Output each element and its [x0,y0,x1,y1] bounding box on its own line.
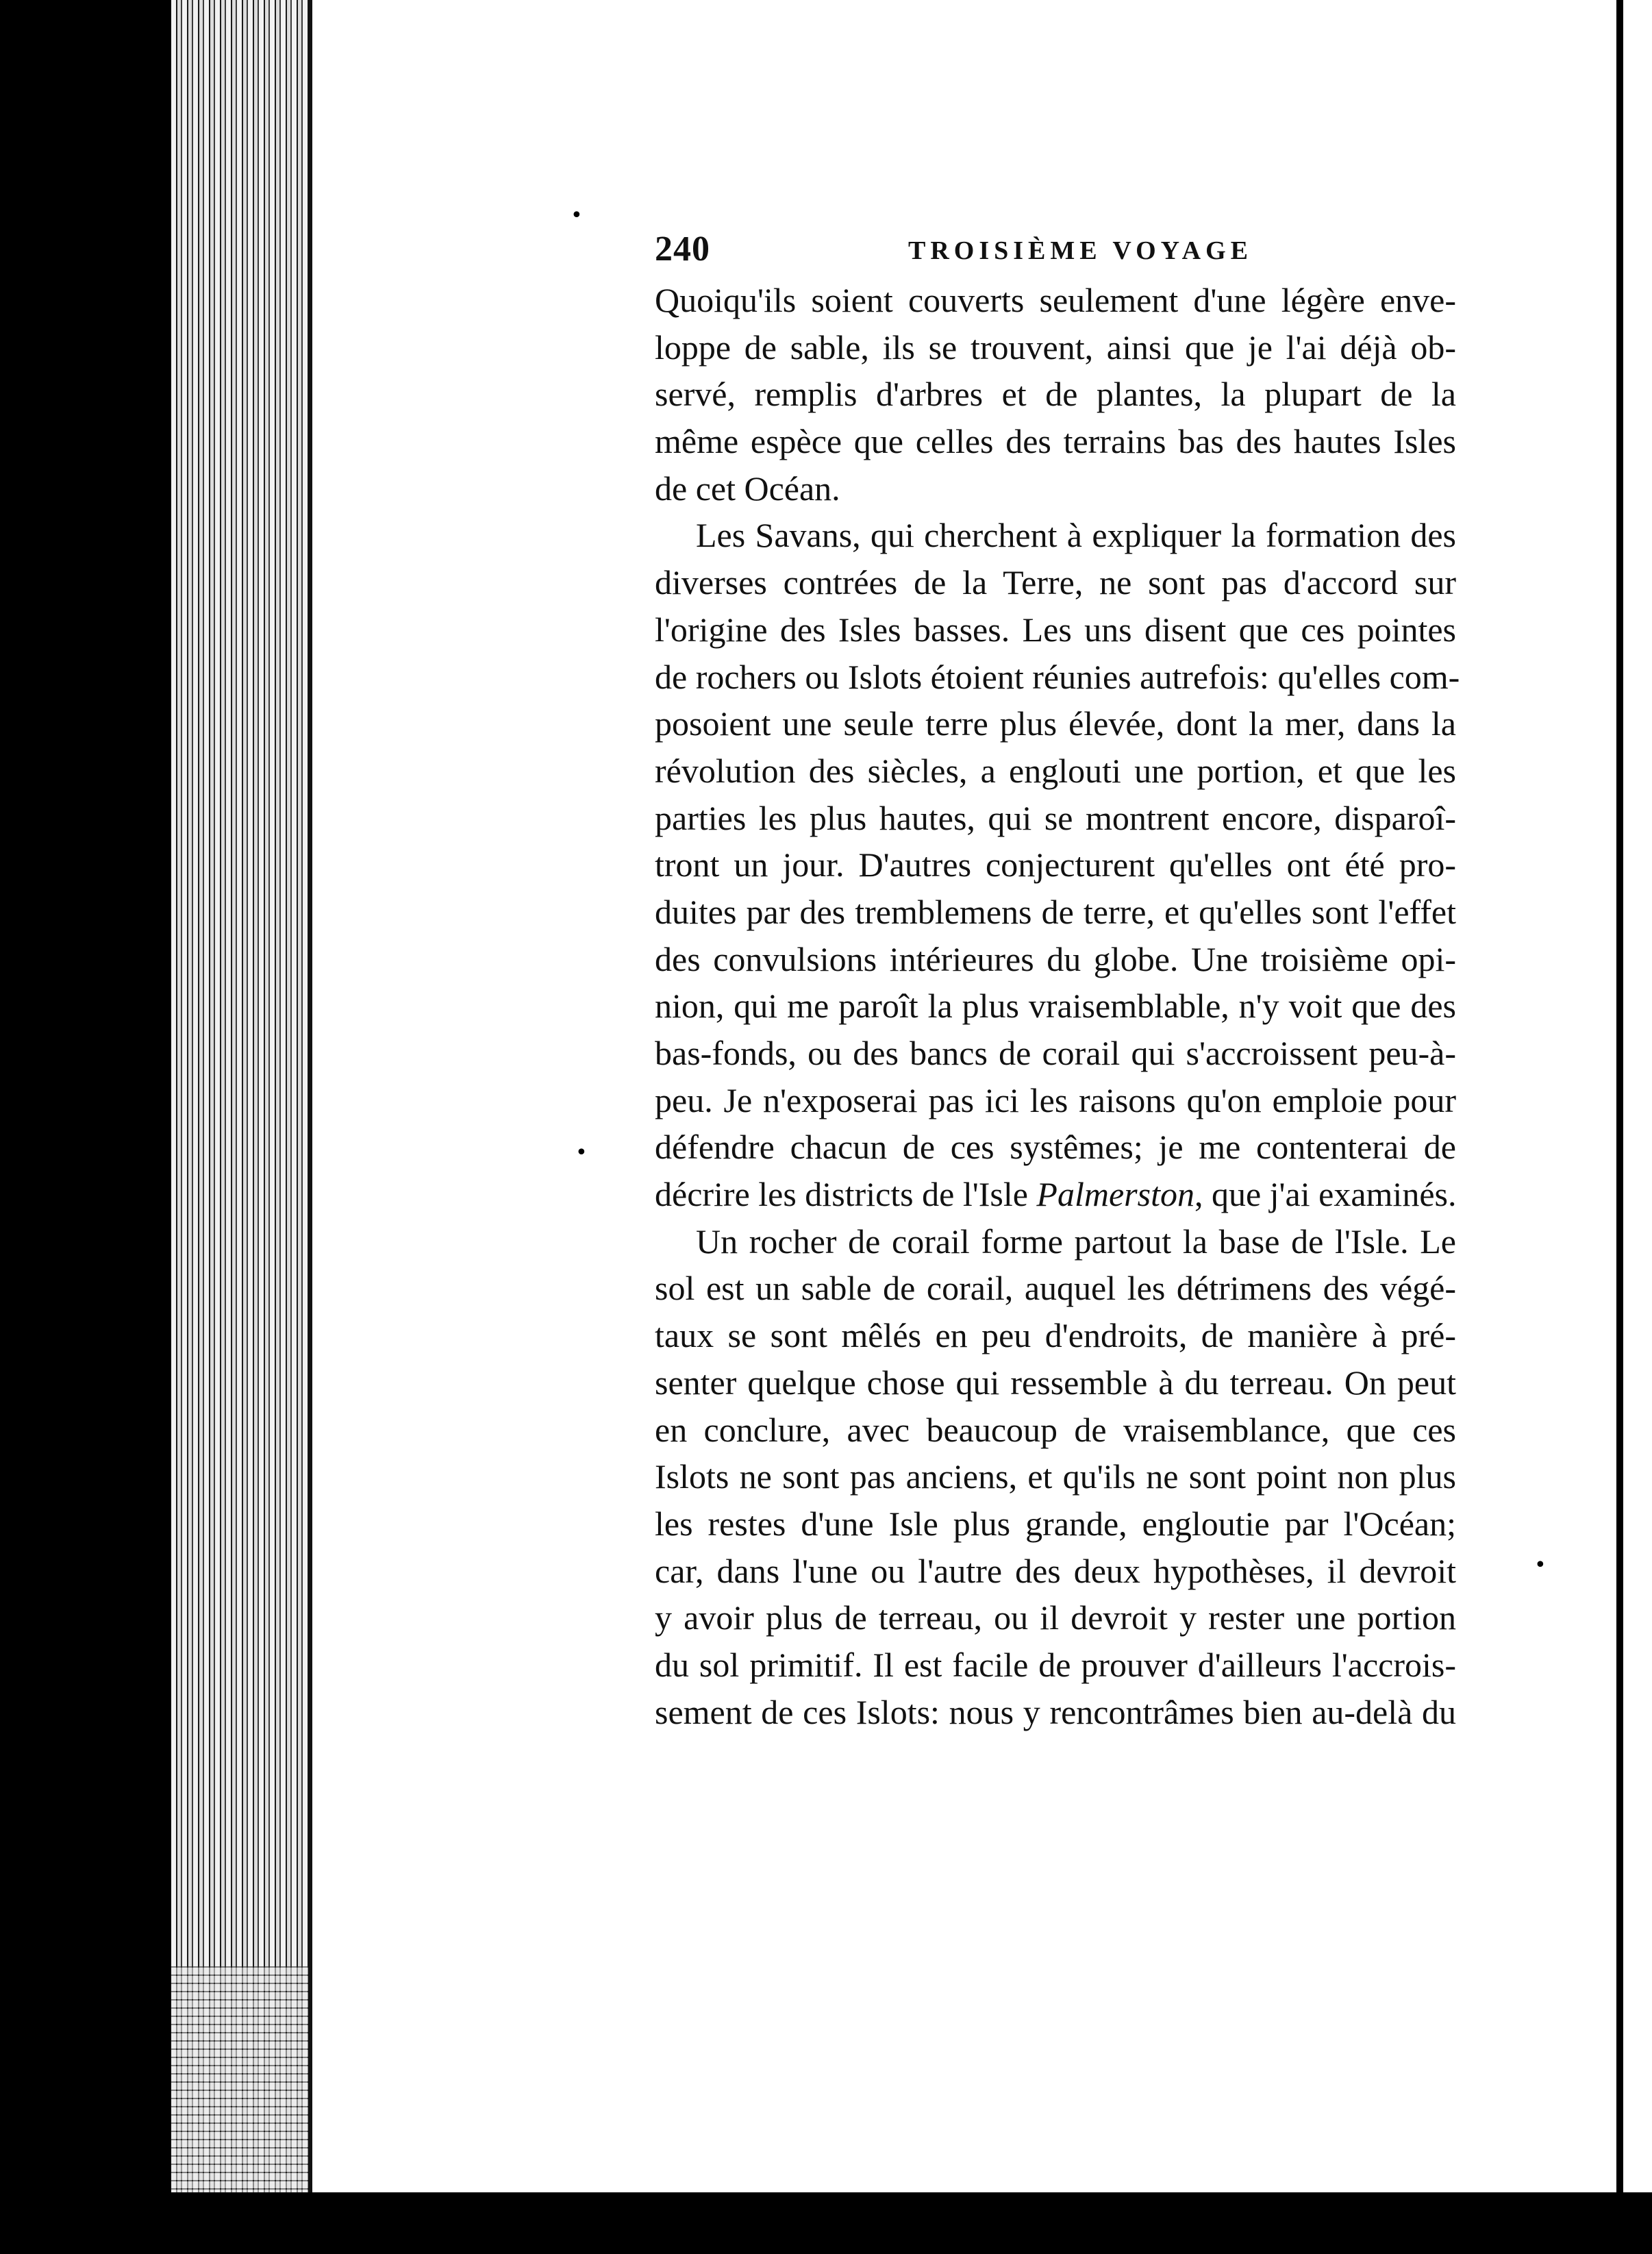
text-line: nion, qui me paroît la plus vraisemblable, n'y voit que des [655,987,1456,1026]
text-line: sement de ces Islots: nous y rencontrâmes bien au-delà du [655,1692,1456,1731]
text-line: bas-fonds, ou des bancs de corail qui s'accroissent peu-à- [655,1034,1456,1072]
text-line: duites par des tremblemens de terre, et qu'elles sont l'effet [655,892,1456,931]
text-line: peu. Je n'exposerai pas ici les raisons qu'on emploie pour [655,1080,1456,1119]
text-line: posoient une seule terre plus élevée, dont la mer, dans la [655,704,1456,743]
text-line: sol est un sable de corail, auquel les détrimens des végé- [655,1269,1456,1308]
text-line: de cet Océan. [655,469,840,508]
bottom-page-edge [171,2192,1652,2254]
text-line: Les Savans, qui cherchent à expliquer la formation des [696,516,1456,555]
text-segment: décrire les districts de l'Isle [655,1175,1037,1214]
text-line: diverses contrées de la Terre, ne sont pas d'accord sur [655,563,1456,602]
text-line: y avoir plus de terreau, ou il devroit y rester une portion [655,1598,1456,1637]
text-line: Un rocher de corail forme partout la base de l'Isle. Le [696,1222,1456,1261]
text-line: en conclure, avec beaucoup de vraisemblance, que ces [655,1410,1456,1449]
ink-speck: • [571,203,583,227]
ink-speck: ✱ [36,207,59,238]
text-line: parties les plus hautes, qui se montrent encore, disparoî- [655,798,1456,837]
body-text [655,277,1460,1735]
running-title: TROISIÈME VOYAGE [908,236,1253,265]
book-page-edges [171,0,322,2254]
text-line: même espèce que celles des terrains bas des hautes Isles [655,422,1456,461]
place-name-italic: Palmerston [1036,1175,1194,1214]
text-line: de rochers ou Islots étoient réunies autrefois: qu'elles com- [655,657,1460,696]
text-line [655,1171,1456,1218]
text-segment: , que j'ai examinés. [1194,1175,1457,1214]
text-line: Islots ne sont pas anciens, et qu'ils ne sont point non plus [655,1457,1456,1496]
text-line: taux se sont mêlés en peu d'endroits, de manière à pré- [655,1316,1456,1355]
text-line: senter quelque chose qui ressemble à du terreau. On peut [655,1363,1456,1402]
text-line: révolution des siècles, a englouti une portion, et que les [655,751,1456,790]
text-line: loppe de sable, ils se trouvent, ainsi que je l'ai déjà ob- [655,327,1456,367]
text-line: du sol primitif. Il est facile de prouver d'ailleurs l'accrois- [655,1645,1456,1684]
page-number: 240 [655,230,710,269]
page-header [655,229,1456,277]
ink-speck: • [1534,1553,1547,1577]
text-line: l'origine des Isles basses. Les uns disent que ces pointes [655,610,1456,649]
text-line: car, dans l'une ou l'autre des deux hypothèses, il devroit [655,1551,1456,1590]
right-page-edge [1603,0,1652,2254]
ink-speck: • [575,1141,588,1165]
text-line: servé, remplis d'arbres et de plantes, la plupart de la [655,375,1456,414]
text-line: défendre chacun de ces systêmes; je me contenterai de [655,1128,1456,1167]
text-line: les restes d'une Isle plus grande, engloutie par l'Océan; [655,1504,1456,1543]
text-line: tront un jour. D'autres conjecturent qu'elles ont été pro- [655,845,1456,884]
text-line: des convulsions intérieures du globe. Une troisième opi- [655,939,1456,978]
text-line: Quoiqu'ils soient couverts seulement d'une légère enve- [655,281,1456,319]
